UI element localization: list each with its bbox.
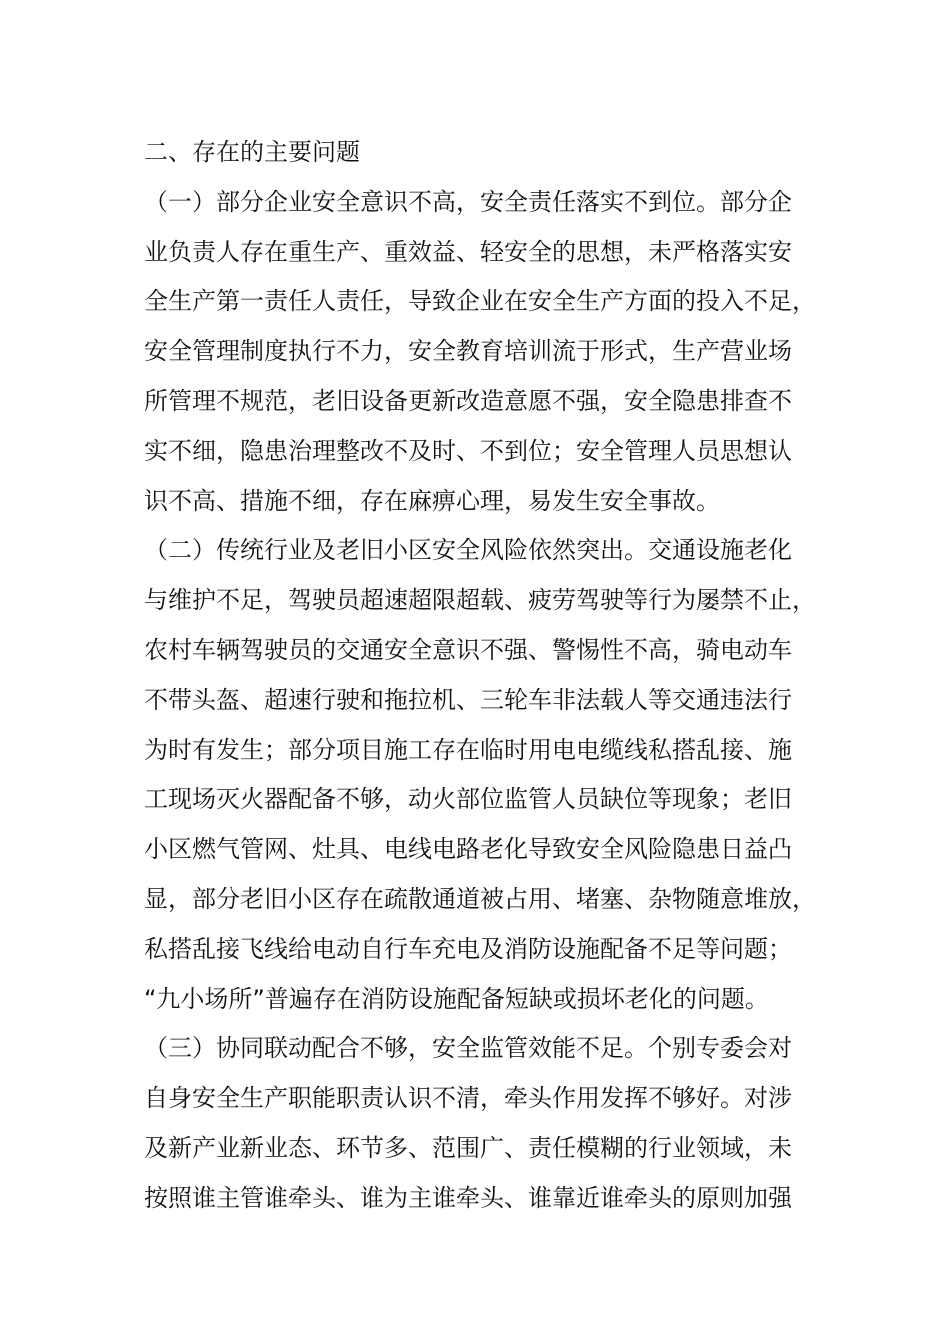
text-line: 按照谁主管谁牵头、谁为主谁牵头、谁靠近谁牵头的原则加强 — [144, 1183, 792, 1212]
text-line: 实不细，隐患治理整改不及时、不到位；安全管理人员思想认 — [144, 436, 792, 465]
text-line: 识不高、措施不细，存在麻痹心理，易发生安全事故。 — [144, 486, 720, 515]
text-line: 农村车辆驾驶员的交通安全意识不强、警惕性不高，骑电动车 — [144, 635, 792, 664]
text-line: 为时有发生；部分项目施工存在临时用电电缆线私搭乱接、施 — [144, 735, 792, 764]
text-line: 及新产业新业态、环节多、范围广、责任模糊的行业领域，未 — [144, 1133, 792, 1162]
text-line: 不带头盔、超速行驶和拖拉机、三轮车非法载人等交通违法行 — [144, 685, 792, 714]
text-line: （一）部分企业安全意识不高，安全责任落实不到位。部分企 — [144, 187, 792, 216]
text-line: 与维护不足，驾驶员超速超限超载、疲劳驾驶等行为屡禁不止， — [144, 586, 816, 615]
text-line: 工现场灭火器配备不够，动火部位监管人员缺位等现象；老旧 — [144, 785, 792, 814]
text-line: “九小场所”普遍存在消防设施配备短缺或损坏老化的问题。 — [144, 984, 769, 1013]
document-body — [144, 128, 824, 1224]
text-line: 全生产第一责任人责任，导致企业在安全生产方面的投入不足， — [144, 287, 816, 316]
text-line: 小区燃气管网、灶具、电线电路老化导致安全风险隐患日益凸 — [144, 835, 792, 864]
text-line: 业负责人存在重生产、重效益、轻安全的思想，未严格落实安 — [144, 237, 792, 266]
text-line: 私搭乱接飞线给电动自行车充电及消防设施配备不足等问题； — [144, 934, 792, 963]
text-line: 显，部分老旧小区存在疏散通道被占用、堵塞、杂物随意堆放， — [144, 884, 816, 913]
text-line: （三）协同联动配合不够，安全监管效能不足。个别专委会对 — [144, 1034, 792, 1063]
text-line: （二）传统行业及老旧小区安全风险依然突出。交通设施老化 — [144, 536, 792, 565]
section-heading: 二、存在的主要问题 — [144, 138, 360, 166]
text-line: 所管理不规范，老旧设备更新改造意愿不强，安全隐患排查不 — [144, 386, 792, 415]
text-line: 安全管理制度执行不力，安全教育培训流于形式，生产营业场 — [144, 337, 792, 366]
text-line: 自身安全生产职能职责认识不清，牵头作用发挥不够好。对涉 — [144, 1084, 792, 1113]
